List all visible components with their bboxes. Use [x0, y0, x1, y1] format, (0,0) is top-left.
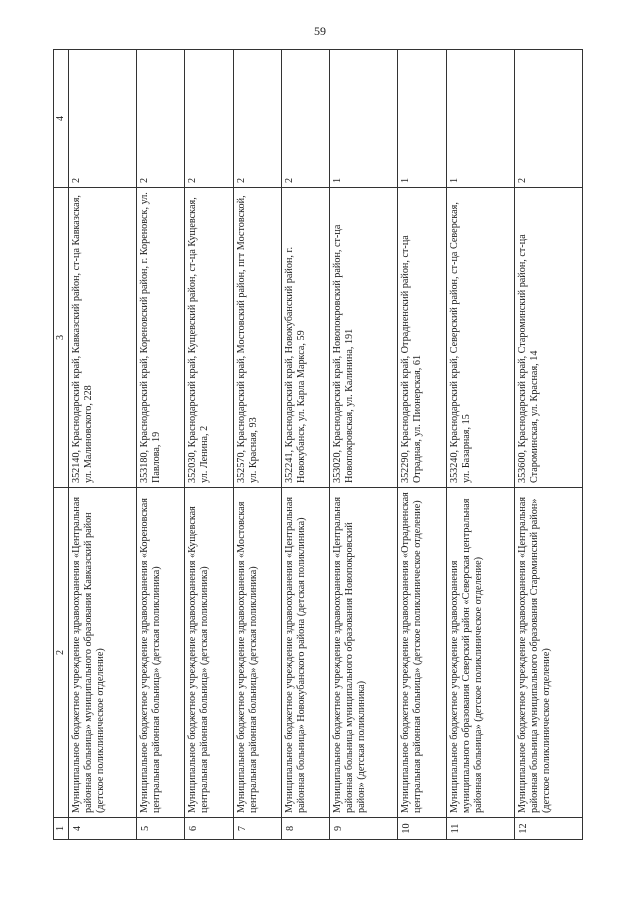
column-header-address: 3	[54, 188, 69, 488]
column-header-count: 4	[54, 50, 69, 188]
count-value: 2	[281, 50, 329, 188]
column-header-number: 1	[54, 818, 69, 840]
institution-address: 352140, Краснодарский край, Кавказский район, ст-ца Кавказская, ул. Малиновского, 228	[69, 188, 137, 488]
table-row	[185, 50, 233, 840]
table-row	[69, 50, 137, 840]
row-number: 4	[69, 818, 137, 840]
table-header-row	[54, 50, 69, 840]
count-value: 2	[185, 50, 233, 188]
row-number: 7	[233, 818, 281, 840]
institution-address: 352290, Краснодарский край, Отрадненский район, ст-ца Отрадная, ул. Пионерская, 61	[398, 188, 446, 488]
institution-address: 352030, Краснодарский край, Кущевский район, ст-ца Кущевская, ул. Ленина, 2	[185, 188, 233, 488]
row-number: 11	[446, 818, 514, 840]
row-number: 10	[398, 818, 446, 840]
institution-name: Муниципальное бюджетное учреждение здравоохранения «Мостовская центральная районная больница» (детская поликлиника)	[233, 488, 281, 818]
institution-name: Муниципальное бюджетное учреждение здравоохранения «Центральная районная больница муниципального образования Новопокровский район» (детская поликлиника)	[330, 488, 398, 818]
institution-address: 353600, Краснодарский край, Староминский район, ст-ца Староминская, ул. Красная, 14	[514, 188, 582, 488]
count-value: 2	[233, 50, 281, 188]
count-value: 2	[137, 50, 185, 188]
count-value: 2	[69, 50, 137, 188]
institution-address: 352241, Краснодарский край, Новокубанский район, г. Новокубанск, ул. Карла Маркса, 59	[281, 188, 329, 488]
institution-name: Муниципальное бюджетное учреждение здравоохранения «Отрадненская центральная районная больница» (детское поликлиническое отделение)	[398, 488, 446, 818]
row-number: 12	[514, 818, 582, 840]
table-row	[446, 50, 514, 840]
institution-address: 353240, Краснодарский край, Северский район, ст-ца Северская, ул. Базарная, 15	[446, 188, 514, 488]
table-row	[281, 50, 329, 840]
institution-name: Муниципальное бюджетное учреждение здравоохранения «Кущевская центральная районная больница» (детская поликлиника)	[185, 488, 233, 818]
table-row	[233, 50, 281, 840]
row-number: 9	[330, 818, 398, 840]
institution-address: 353020, Краснодарский край, Новопокровский район, ст-ца Новопокровская, ул. Калинина, 191	[330, 188, 398, 488]
count-value: 1	[446, 50, 514, 188]
institution-name: Муниципальное бюджетное учреждение здравоохранения «Центральная районная больница муниципального образования Староминский район» (детское поликлиническое отделение)	[514, 488, 582, 818]
table-row	[398, 50, 446, 840]
column-header-name: 2	[54, 488, 69, 818]
count-value: 1	[398, 50, 446, 188]
rotated-table-container	[53, 50, 583, 840]
table-row	[514, 50, 582, 840]
table-row	[330, 50, 398, 840]
institution-name: Муниципальное бюджетное учреждение здравоохранения «Центральная районная больница» муниципального образования Кавказский район (детское поликлиническое отделение)	[69, 488, 137, 818]
institutions-table	[53, 49, 583, 840]
count-value: 1	[330, 50, 398, 188]
row-number: 8	[281, 818, 329, 840]
institution-name: Муниципальное бюджетное учреждение здравоохранения муниципального образования Северский район «Северская центральная районная больница» (детское поликлиническое отделение)	[446, 488, 514, 818]
count-value: 2	[514, 50, 582, 188]
institution-name: Муниципальное бюджетное учреждение здравоохранения «Кореновская центральная районная больница» (детская поликлиника)	[137, 488, 185, 818]
institution-address: 353180, Краснодарский край, Кореновский район, г. Кореновск, ул. Павлова, 19	[137, 188, 185, 488]
institution-address: 352570, Краснодарский край, Мостовский район, пгт Мостовской, ул. Красная, 93	[233, 188, 281, 488]
table-row	[137, 50, 185, 840]
page-number: 59	[314, 24, 326, 38]
row-number: 6	[185, 818, 233, 840]
institution-name: Муниципальное бюджетное учреждение здравоохранения «Центральная районная больница» Новокубанского района (детская поликлиника)	[281, 488, 329, 818]
row-number: 5	[137, 818, 185, 840]
